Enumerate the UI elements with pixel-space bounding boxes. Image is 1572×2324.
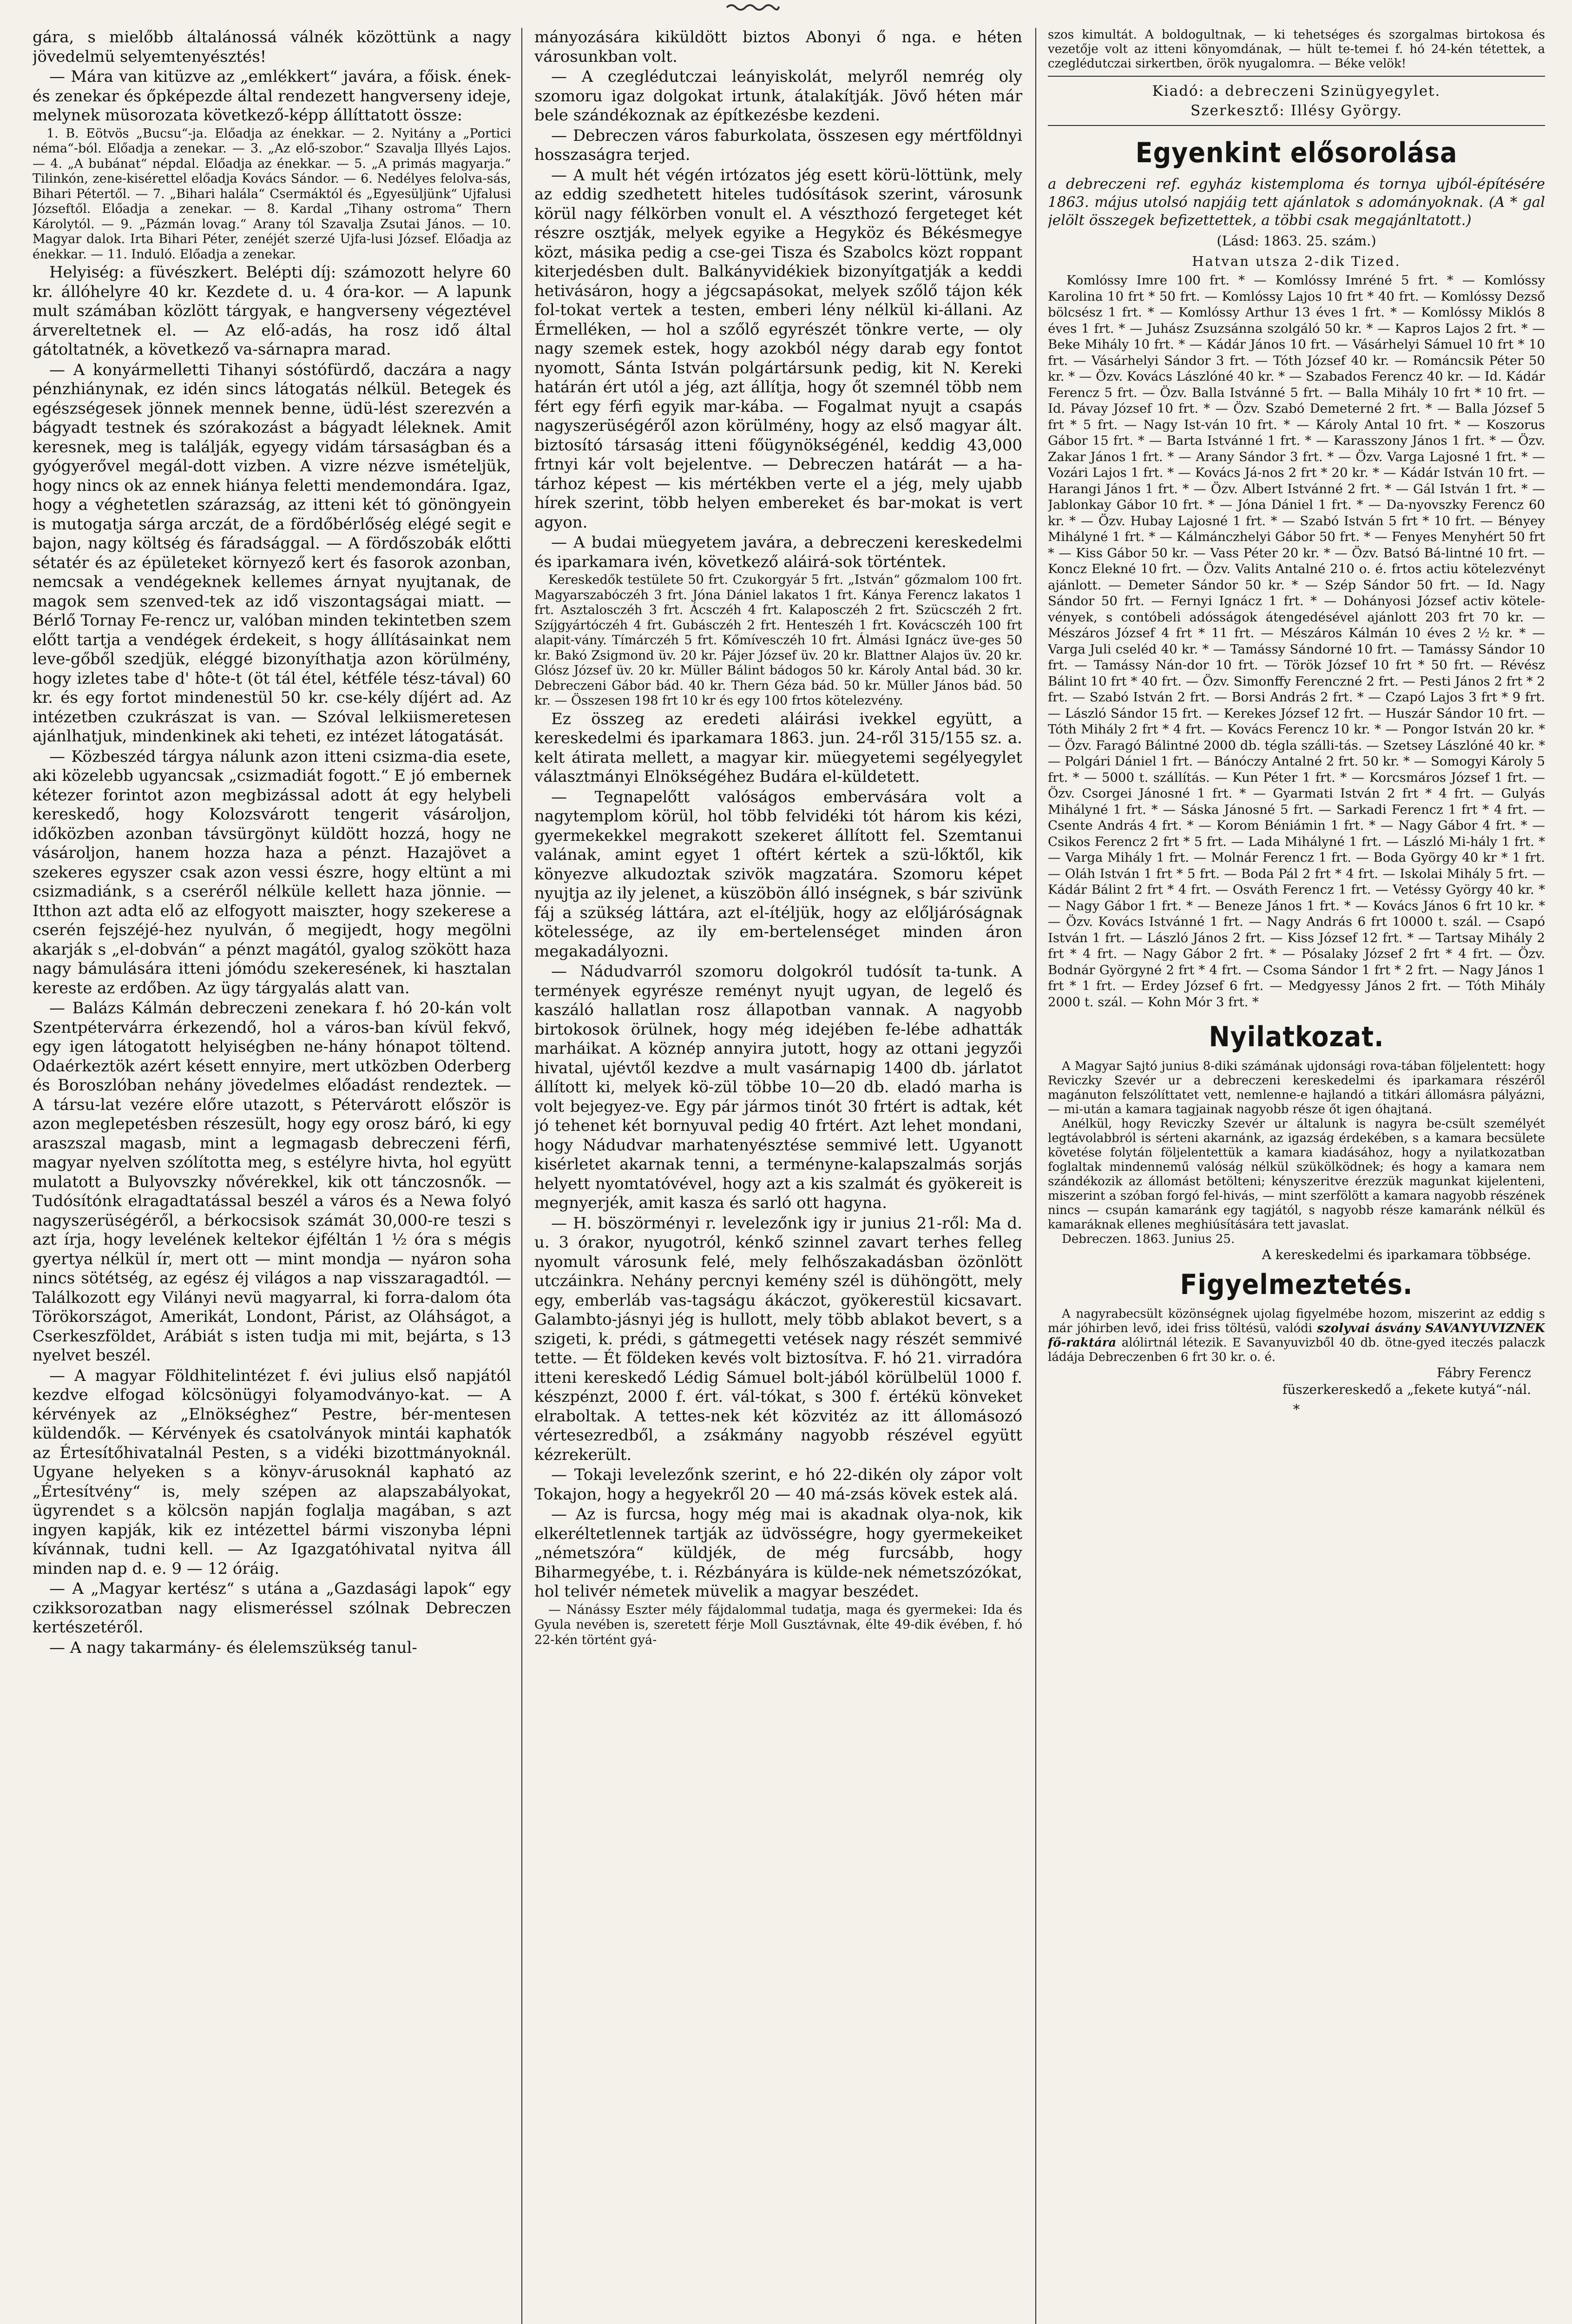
column-left — [33, 28, 511, 2324]
section-heading-statement: Nyilatkozat. — [1209, 1021, 1384, 1053]
article-boszormeny: — H. böszörményi r. levelezőnk igy ir junius 21-ről: Ma d. u. 3 órakor, nyugotról, kénkő szinnel zavart terhes felleg nyomult városunk felé, mely felhőszakadásban özönlött utczáinkra. Nehány percnyi kemény szél is dühöngött, mely egy, emberláb vas-tagságu ákáczot, gyökerestül kicsavart. Galambto-jásnyi jég is hullott, mely több ablakot bevert, s a szigeti, k. prédi, s gátmegetti vetések nagy részét semmivé tette. — Ét földeken kevés volt biztosítva. F. hó 21. virradóra itteni kereskedő Lédig Sámuel bolt-jából körülbelül 1000 f. készpénzt, 2000 f. ért. vál-tókat, s 300 f. értékü könveket elraboltak. A tettes-nek két közvitéz az itt állomásozó vértesezredből, a zsákmány nagyobb részével együtt kézrekerült. — [534, 1214, 1022, 1464]
statement-para-1: A Magyar Sajtó junius 8-diki számának ujdonsági rova-tában följelentett: hogy Reviczky Szevér ur a debreczeni kereskedelmi és iparkamara részéről magánuton felszólíttatet vett, nemlenne-e hajlandó a titkári állomásra pályázni, — mi-után a kamara tagjainak nagyobb része őt igen óhajtaná. — [1048, 1059, 1545, 1116]
article-german-language: — Az is furcsa, hogy még mai is akadnak olya-nok, kik elkeréltetlennek tartják az üdvösségre, hogy gyermekeiket „németszóra“ küldjék, de még furcsább, hogy Biharmegyébe, t. i. Rézbányára is külde-nek németszózókat, hol telivér németek müvelik a magyar beszédet. — [534, 1505, 1022, 1601]
notice-product: szolyvai ásvány SAVANYUVIZNEK fő-raktára — [1048, 1321, 1545, 1350]
article-land-credit: — A magyar Földhitelintézet f. évi julius első napjától kezdve elfogad kölcsönügyi folyamodványo-kat. — A kérvények az „Elnökséghez“ Pestre, bér-mentesen küldendők. — Kérvények és csatolványok mintái kaphatók az Értesítőhivatalnál Pesten, s a vidéki bizottmányoknál. Ugyane helyeken s a könyv-árusoknál kapható az „Értesítvény“ is, mely szépen az alapszabályokat, ügyrendet s a kölcsön napján foglalja magában, s azt ingyen kapják, kik ez intézettel bármi viszonyba lépni kívánnak, tudni kell. — Az Igazgatóhivatal nyitva áll minden nap d. e. 9 — 12 óráig. — [33, 1366, 511, 1578]
article-tihanyi-bath: — A konyármelletti Tihanyi sóstófürdő, daczára a nagy pénzhiánynak, ez idén sincs látogatás nélkül. Betegek és egészségesek jönnek mennek benne, üdü-lést szerezvén a bágyadt testnek és szórakozást a bágyadt léleknek. Amit keresnek, meg is találják, egyegy vidám társaságban és a gyógyerővel megál-dott vizben. A vizre nézve ismételjük, hogy nincs ok az ennek hiánya feletti mendemondára. Igaz, hogy a véghetetlen szárazság, az itteni két tó gönöngyein is mutogatja sárga arczát, de a fördőbérlőség elégé segit e bajon, nagy költség és fáradsággal. — A fördőszobák előtti sétatér és az épületeket környező kert és fasorok azonban, nemcsak a vendégeknek kellemes árnyat nyujtanak, de magok sem szenved-tek az idő viszontagságai miatt. — Bérlő Tornay Fe-rencz ur, valóban minden tekintetben szem előtt tartja a vendégek érdekeit, s hogy állításainkat nem leve-gőből szedjük, eléggé bizonyíthatja azon körülmény, hogy izletes tabe d' hôte-t (öt tál étel, kétféle tész-tával) 60 kr. és egy fortot mindenestül 50 kr. cse-kély díjért ad. Az intézetben czukrászat is van. — Szóval lelkiismeretesen ajánlhatjuk, mindenkinek aki teheti, ez intézet látogatását. — [33, 360, 511, 746]
column-rule-left — [521, 28, 522, 2324]
donor-list: Komlóssy Imre 100 frt. * — Komlóssy Imréné 5 frt. * — Komlóssy Karolina 10 frt * 50 frt. — Komlóssy Lajos 10 frt * 40 frt. — Komlóssy Dezső bölcsész 1 frt. * — Komlóssy Arthur 13 éves 1 frt. * — Komlóssy Miklós 8 éves 1 frt. * — Juhász Zsuzsánna szolgáló 50 kr. * — Kapros Lajos 2 frt. * — Beke Mihály 10 frt. * — Kádár János 10 frt. — Vásárhelyi Sámuel 10 frt * 10 frt. — Vásárhelyi Sándor 3 frt. — Tóth József 40 kr. — Románcsik Péter 50 kr. * — Özv. Kovács Lászlóné 40 kr. * — Szabados Ferencz 40 kr. — Id. Kádár Ferencz 5 frt. — Özv. Balla Istvánné 5 frt. — Balla Mihály 10 frt * 10 frt. — Id. Pávay József 10 frt. * — Özv. Szabó Demeterné 2 frt. * — Balla József 5 frt * 5 frt. — Nagy Ist-ván 10 frt. * — Károly Antal 10 frt. * — Koszorus Gábor 15 frt. * — Barta Istvánné 1 frt. * — Karasszony János 1 frt. * — Özv. Zakar János 1 frt. * — Arany Sándor 3 frt. * — Özv. Varga Lajosné 1 frt. * — Vozári Lajos 1 frt. * — Kovács Já-nos 2 frt * 20 kr. * — Kádár István 10 frt. — Harangi János 1 frt. * — Özv. Albert Istvánné 2 frt. * — Gál István 1 frt. * — Jablonkay Gábor 10 frt. * — Jóna Dániel 1 frt. * — Da-nyovszky Ferencz 60 kr. * — Özv. Hubay Lajosné 1 frt. * — Szabó István 5 frt * 10 frt. — Bényey Mihályné 1 frt. * — Kálmánczhelyi Gábor 50 frt. * — Fenyes Menyhért 50 frt * — Kiss Gábor 50 kr. — Vass Péter 20 kr. * — Özv. Batsó Bá-lintné 10 frt. — Koncz Elekné 10 frt. — Özv. Valits Antalné 210 o. é. frtos actiu kötelezvényt ajánlott. — Demeter Sándor 50 kr. * — Szép Sándor 50 frt. — Id. Nagy Sándor 50 frt. — Fernyi Ignácz 1 frt. * — Dohányosi József activ kötele-vények, s contóbeli adósságok átengedésével ajánlott 203 frt 70 kr. — Mészáros József 4 frt * 11 frt. — Mészáros Kálmán 10 éves 2 ½ kr. * — Varga Juli cseléd 40 kr. * — Tamássy Sándorné 10 frt. — Tamássy Sándor 10 frt. — Tamássy Nán-dor 10 frt. — Török József 10 frt * 50 frt. — Révész Bálint 10 frt * 40 frt. — Özv. Simonffy Ferenczné 2 frt. — Pesti János 2 frt * 2 frt. — Szabó István 2 frt. — Borsi András 2 frt. * — Czapó Lajos 3 frt * 9 frt. — László Sándor 15 frt. — Kerekes József 12 frt. — Huszár Sándor 10 frt. — Tóth Mihály 2 frt * 4 frt. — Kovács Ferencz 10 kr. * — Pongor István 20 kr. * — Özv. Faragó Bálintné 2000 db. tégla szálli-tás. — Szetsey Lászlóné 40 kr. * — Polgári Dániel 1 frt. — Bánóczy Antalné 2 frt. 50 kr. * — Somogyi Károly 5 frt. * — 5000 t. szállítás. — Kun Péter 1 frt. * — Korcsmáros József 1 frt. — Özv. Csorgei Jánosné 1 frt. * — Gyarmati István 2 frt * 4 frt. — Gulyás Mihályné 1 frt. * — Sáska Jánosné 5 frt. — Sarkadi Ferencz 1 frt * 4 frt. — Csente András 4 frt. * — Korom Béniámin 1 frt. * — Nagy Gábor 4 frt. * — Csikos Ferencz 2 frt * 5 frt. — Lada Mihályné 1 frt. — László Mi-hály 1 frt. * — Varga Mihály 1 frt. — Molnár Ferencz 1 frt. — Boda György 40 kr * 1 frt. — Oláh István 1 frt * 5 frt. — Boda Pál 2 frt * 4 frt. — Iskolai Mihály 5 frt. — Kádár Bálint 2 frt * 4 frt. — Osváth Ferencz 1 frt. — Vetéssy György 40 kr. * — Nagy Gábor 1 frt. * — Beneze János 1 frt. * — Kovács János 6 frt 10 kr. * — Özv. Kovács Istvánné 1 frt. — Nagy András 6 frt 10000 t. szál. — Csapó István 1 frt. — László János 2 frt. — Kiss József 12 frt. * — Tartsay Mihály 2 frt * 4 frt. — Nagy Gábor 2 frt. * — Pósalaky József 2 frt * 4 frt. — Özv. Bodnár Györgyné 2 frt * 4 frt. — Csoma Sándor 1 frt * 2 frt. — Nagy János 1 frt * 1 frt. — Erdey József 6 frt. — Medgyessy János 2 frt. — Tóth Mihály 2000 t. szál. — Kohn Mór 3 frt. * — [1048, 273, 1545, 1010]
article-silk-end: gára, s mielőbb általánossá válnék közöttünk a nagy jövedelmü selyemtenyésztés! — [33, 28, 511, 66]
statement-date: Debreczen. 1863. Junius 25. — [1062, 1232, 1235, 1246]
statement-signature: A kereskedelmi és iparkamara többsége. — [1262, 1247, 1531, 1262]
article-balazs-orchestra: — Balázs Kálmán debreczeni zenekara f. hó 20-kán volt Szentpétervárra érkezendő, hol a város-ban kívül fekvő, egy igen látogatott helyiségben ne-hány hónapot töltend. Odaérkeztök azért késett ennyire, mert utközben Oderberg és Boroszlóban nehány jövedelmes előadást rendeztek. — A társu-lat vezére előre utazott, s Pétervárott először is azon meglepetésben részesült, hogy egy orosz báró, ki egy araszszal magasb, mint a legmagasb debreczeni férfi, magyar nyelven szólította meg, s estélyre hivta, hol együtt mulatott a Bulyovszky nővérekkel, kik ott tánczosnők. — Tudósítónk elragadtatással beszél a város és a Newa folyó nagyszerüségéről, a bérkocsisok számát 30,000-re teszi s azt írja, hogy levelének keltekor éjféltán 1 ½ óra s mégis gyertya nélkül ír, mert ott — mint mondja — nyáron soha nincs sötétség, az egész éj világos a nap visszaragadtól. — Találkozott egy Vilányi nevü magyarral, ki forra-dalom óta Törökországot, Amerikát, Londont, Párist, az Oláhságot, a Cserkeszföldet, Arábiát s isten tudja mi mit, bejárta, s 13 nyelvet beszél. — [33, 999, 511, 1365]
column-rule-right — [1035, 28, 1036, 2324]
article-girls-school: — A czeglédutczai leányiskolát, melyről nemrég oly szomoru igaz dolgokat irtunk, átalakítják. Jövő héten már bele szándékoznak az építkezésbe kezdeni. — [534, 67, 1022, 125]
statement-para-2: Anélkül, hogy Reviczky Szevér ur általunk is nagyra be-csült személyét legtávolabbról is sérteni akarnánk, az igazság érdekében, s a kamara becsülete követése folytán följelentettük a kamara kiadásához, hogy a nyilatkozatban foglaltak mindennemű valóság nélkül szükölködnek; és hogy a kamara nem szándékozik az állomást betölteni; kényszeritve érezzük magunkat kijelenteni, miszerint a szóban forgó fel-hivás, — mint szerfölött a kamara nagyobb részének nincs — csupán kamaránk egy tagjától, s nagyobb része kamaránk nélkül és kamaráknak ellenes meghiúsítására tett javaslat. — [1048, 1117, 1545, 1232]
column-middle — [534, 28, 1022, 2324]
article-nadudvar: — Nádudvarról szomoru dolgokról tudósít ta-tunk. A termények egyrésze reményt nyujt ugyan, de legelő és kaszáló hallatlan rosz állapotban vannak. A nagyobb birtokosok örülnek, hogy még idejében fe-lébe adhatták marháikat. A köznép annyira jutott, hogy az ottani jegyzői hivatal, ujévtől kezdve a mult vasárnapig 1400 db. járlatot állított ki, melyek kö-zül többe 10—20 db. eladó marha is volt bejegyez-ve. Egy pár jármos tinót 30 frtért is adtak, két jó tehenet két bornyuval pedig 40 frtért. Azt lehet mondani, hogy Nádudvar marhatenyésztése semmivé lett. Ugyanott kisérletet akarnak tenni, a terményne-kalapszalmás sorjás helyett nyomtatóvével, hogy azt a kis szalmát és gyökereit is megnyerjék, amit kasza és sarló ott hagyna. — [534, 962, 1022, 1212]
column-right — [1048, 28, 1545, 2324]
divider — [1048, 76, 1545, 77]
subscription-list: Kereskedők testülete 50 frt. Czukorgyár 5 frt. „István“ gőzmalom 100 frt. Magyarszabóczéh 3 frt. Jóna Dániel lakatos 1 frt. Kánya Ferencz lakatos 1 frt. Asztalosczéh 3 frt. Ácsczéh 4 frt. Kalaposczéh 2 frt. Szücsczéh 2 frt. Szíjgyártóczéh 4 frt. Gubásczéh 2 frt. Henteszéh 1 frt. Kovácsczéh 100 frt alapit-vány. Tímárczéh 5 frt. Kőmívesczéh 10 frt. Álmási Ignácz üve-ges 50 kr. Bakó Zsigmond üv. 20 kr. Pájer József üv. 20 kr. Blattner Alajos üv. 20 kr. Glósz József üv. 20 kr. Müller Bálint bádogos 50 kr. Károly Antal bád. 30 kr. Debreczeni Gábor bád. 40 kr. Thern Géza bád. 50 kr. Müller János bád. 50 kr. — Összesen 198 frt 10 kr és egy 100 frtos kötelezvény. — [534, 573, 1022, 708]
notice-signature-name: Fábry Ferencz — [1436, 1365, 1531, 1380]
concert-program: 1. B. Eötvös „Bucsu“-ja. Előadja az énekkar. — 2. Nyitány a „Portici néma“-ból. Előadja a zenekar. — 3. „Az elő-szobor.“ Szavalja Illyés Lajos. — 4. „A bubánat“ népdal. Előadja az énekkar. — 5. „A primás magyarja.“ Tilinkón, zene-kisérettel előadja Kovács Sándor. — 6. Nedélyes felolva-sás, Bihari Pétertől. — 7. „Bihari halála“ Csermáktól és „Egyesüljünk“ Ujfalusi Józseftől. Előadja a zenekar. — 8. Kardal „Tihany ostroma“ Thern Károlytól. — 9. „Pázmán lovag.“ Arany tól Szavalja Zsutai János. — 10. Magyar dalok. Irta Bihari Péter, zenéjét szerzé Ujfa-lusi József. Előadja az énekkar. — 11. Induló. Előadja a zenekar. — [33, 126, 511, 262]
article-fodder: — A nagy takarmány- és élelemszükség tanul- — [49, 1638, 417, 1657]
article-concert: — Mára van kitüzve az „emlékkert“ javára, a főisk. ének- és zenekar és őpképezde által rendezett hangverseny ideje, melynek müsorozata következő-képp állíttatott össze: — [33, 67, 511, 125]
publisher-line: Kiadó: a debreczeni Szinügyegylet. — [1152, 83, 1441, 99]
article-gardener: — A „Magyar kertész“ s utána a „Gazdasági lapok“ egy czikksorozatban nagy elismeréssel szólnak Debreczen kertészetéről. — [33, 1579, 511, 1637]
article-polytechnic: — A budai müegyetem javára, a debreczeni kereskedelmi és iparkamara ivén, következő aláirá-sok történtek. — [534, 533, 1022, 571]
section-heading-donations: Egyenkint elősorolása — [1135, 137, 1458, 169]
notice-signature-title: füszerkereskedő a „fekete kutyá“-nál. — [1283, 1382, 1531, 1397]
article-wood-paving: — Debreczen város faburkolata, összesen egy mértföldnyi hosszaságra terjed. — [534, 126, 1022, 164]
article-commissioner: mányozására kiküldött biztos Abonyi ő nga. e héten városunkban volt. — [534, 28, 1022, 66]
section-heading-notice: Figyelmeztetés. — [1180, 1268, 1413, 1301]
editor-line: Szerkesztő: Illésy György. — [1190, 102, 1403, 119]
article-tokaj: — Tokaji levelezőnk szerint, e hó 22-dikén oly zápor volt Tokajon, hogy a hegyekről 20 — 40 má-zsás kövek estek alá. — [534, 1466, 1022, 1504]
concert-details: Helyiség: a füvészkert. Belépti díj: számozott helyre 60 kr. állóhelyre 40 kr. Kezdete d. u. 4 óra-kor. — A lapunk mult számában közlött tárgyak, e hangverseny végeztével árvereltetnek el. — Az elő-adás, ha rosz idő által gátoltatnék, a következő va-sárnapra marad. — [33, 263, 511, 359]
donations-district: Hatvan utsza 2-dik Tized. — [1192, 253, 1401, 269]
notice-text-start: A nagyrabecsült közönségnek ujolag figyelmébe hozom, miszerint az eddig s már jóhirben levő, idei friss töltésü, valódi — [1048, 1307, 1545, 1335]
article-human-market: — Tegnapelőtt valóságos embervására volt a nagytemplom körül, hol több felvidéki tót három kis kézi, gyermekekkel megrakott szekeret állított fel. Szemtanui valának, amint egyet 1 oftért kértek a szü-lőktől, kik könyezve alkudoztak szivök magzatára. Szomoru képet nyujtja az ily jelenet, a küszöbön álló inségnek, s bár szivünk fáj a szükség láttára, azt el-ítéljük, hogy az előljáróságnak kötelessége, az ily em-bertelenséget minden áron megakadályozni. — [534, 787, 1022, 961]
donations-reference: (Lásd: 1863. 25. szám.) — [1217, 233, 1376, 249]
notice-text-end: alólirtnál létezik. E Savanyuvizből 40 db. ötne-gyed iteczés palaczk ládája Debreczenben 6 frt 30 kr. o. é. — [1048, 1336, 1545, 1364]
article-shoemaker: — Közbeszéd tárgya nálunk azon itteni csizma-dia esete, aki közelebb ugyancsak „csizmadiát fogott.“ E jó embernek kétezer forintot azon megbizással adott át egy helybeli kereskedő, hogy Kolozsvárott tengerit vásároljon, időközben azonban távsürgönyt küldött hozzá, hogy ne vásároljon, hanem hozza haza a pénzt. Hazajövet a szekeres egyszer csak azon vessi észre, hogy eltünt a mi csizmadiánk, s a cseréről nélküle kellett haza jönnie. — Itthon azt adta elő az elfogyott maiszter, hogy szekerese a cserén fejszéjé-hez nyulván, ő megijedt, hogy megölni akarják s „el-dobván“ a pénzt magától, gyalog szökött haza nagy bámulására itteni jómódu szekeresének, ki hasztalan kereste az erdőben. Az ügy tárgyalás alatt van. — [33, 747, 511, 997]
notice-text — [1048, 1307, 1545, 1365]
obituary-notice: — Nánássy Eszter mély fájdalommal tudatja, maga és gyermekei: Ida és Gyula nevében is, szeretett férje Moll Gusztávnak, élte 49-dik évében, f. hó 22-kén történt gyá- — [534, 1602, 1022, 1647]
donations-intro: a debreczeni ref. egyház kistemploma és tornya ujból-építésére 1863. május utolsó napjáig tett ajánlatok s adományoknak. (A * gal jelölt összegek befizettettek, a többi csak megajánltatott.) — [1048, 176, 1545, 229]
divider — [1048, 125, 1545, 126]
article-sum-forwarded: Ez összeg az eredeti aláirási ivekkel együtt, a kereskedelmi és iparkamara 1863. jun. 24-ről 315/155 sz. a. kelt átirata mellett, a magyar kir. müegyetemi segélyegylet választmányi Elnökségéhez Budára el-küldetett. — [534, 709, 1022, 786]
obituary-continued: szos kimultát. A boldogultnak, — ki tehetséges és szorgalmas birtokosa és vezetője volt az itteni könyomdának, — hült te-temei f. hó 24-kén tétettek, a czeglédutczai sirkertben, örök nyugalomra. — Béke velök! — [1048, 28, 1545, 71]
footer-mark: * — [1293, 1401, 1300, 1417]
page-number-ornament — [725, 2, 781, 12]
article-hailstorm: — A mult hét végén irtózatos jég esett körü-löttünk, mely az eddig szedhetett hiteles tudósítások szerint, városunk körül nagy félkörben vonult el. A vészthozó fergeteget két részre osztják, melyek egyike a Hegyköz és Békésmegye közt, másika pedig a cse-gei Tisza és Szabolcs közt roppant kiterjedésben dult. Balkányvidékiek bizonyítgatják a keddi hetivásáron, hogy a jégcsapásokat, melyek szőlő tájon kék fol-tokat vertek a testen, emberi lény nélkül ki-állani. Az Érmelléken, — hol a szőlő egyrészét tönkre verte, — oly nagy szemek estek, hogy azokból négy darab egy fontot nyomott, Sánta István polgártársunk pedig, kit N. Kereki határán ért utól a jég, azt állítja, hogy őt szemnél több nem fért egy férfi egyik mar-kába. — Fogalmat nyujt a csapás nagyszerüségéről azon körülmény, hogy az első magyar ált. biztosító társaság itteni főügynökségénél, keddig 43,000 frtnyi kár volt bejelentve. — Debreczen határát — a ha-tárhoz képest — kis mértékben verte el a jég, mely ujabb hírek szerint, több helyen embereket és bar-mokat is vert agyon. — [534, 165, 1022, 532]
